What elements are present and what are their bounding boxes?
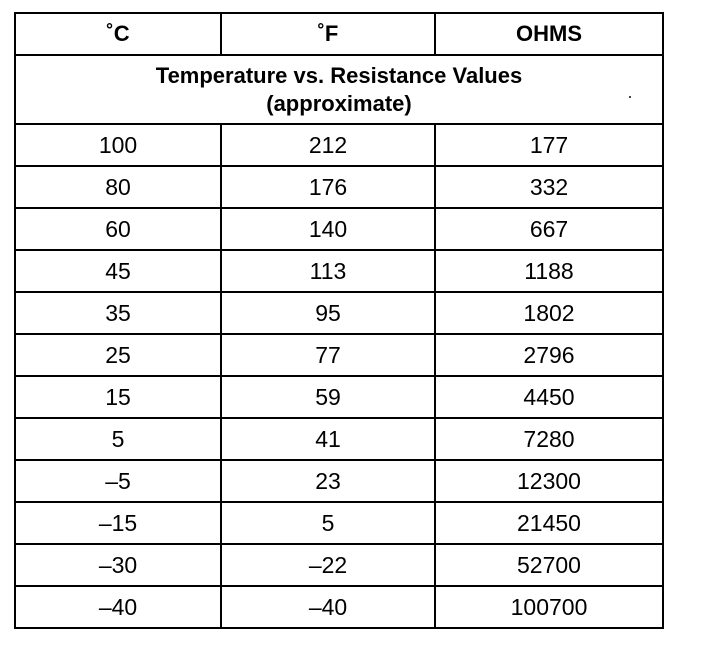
cell-celsius: 80 — [15, 166, 221, 208]
table-row — [15, 124, 663, 166]
header-fahrenheit: ˚F — [221, 13, 435, 55]
table-row — [15, 250, 663, 292]
header-ohms: OHMS — [435, 13, 663, 55]
cell-fahrenheit: 176 — [221, 166, 435, 208]
table-title — [15, 55, 663, 124]
cell-celsius: –30 — [15, 544, 221, 586]
cell-ohms: 1802 — [435, 292, 663, 334]
table-row — [15, 208, 663, 250]
cell-fahrenheit: 41 — [221, 418, 435, 460]
cell-fahrenheit: –40 — [221, 586, 435, 628]
cell-celsius: 15 — [15, 376, 221, 418]
table-row — [15, 292, 663, 334]
cell-ohms: 4450 — [435, 376, 663, 418]
cell-ohms: 177 — [435, 124, 663, 166]
cell-ohms: 1188 — [435, 250, 663, 292]
cell-celsius: 5 — [15, 418, 221, 460]
cell-ohms: 2796 — [435, 334, 663, 376]
cell-celsius: 60 — [15, 208, 221, 250]
cell-ohms: 52700 — [435, 544, 663, 586]
cell-fahrenheit: 23 — [221, 460, 435, 502]
cell-fahrenheit: –22 — [221, 544, 435, 586]
cell-celsius: –40 — [15, 586, 221, 628]
cell-fahrenheit: 59 — [221, 376, 435, 418]
cell-fahrenheit: 140 — [221, 208, 435, 250]
table-row — [15, 334, 663, 376]
table-row — [15, 544, 663, 586]
cell-ohms: 7280 — [435, 418, 663, 460]
table-row — [15, 166, 663, 208]
cell-celsius: 35 — [15, 292, 221, 334]
table-title-line2: (approximate) — [266, 90, 412, 116]
scan-speck — [629, 96, 631, 98]
table-title-line1: Temperature vs. Resistance Values — [155, 62, 523, 88]
table-row — [15, 502, 663, 544]
cell-celsius: –5 — [15, 460, 221, 502]
table-row — [15, 460, 663, 502]
table-row — [15, 418, 663, 460]
cell-ohms: 12300 — [435, 460, 663, 502]
header-celsius: ˚C — [15, 13, 221, 55]
temperature-resistance-table — [14, 12, 664, 629]
title-row — [15, 55, 663, 124]
cell-celsius: –15 — [15, 502, 221, 544]
table-row — [15, 586, 663, 628]
cell-fahrenheit: 113 — [221, 250, 435, 292]
table-row — [15, 376, 663, 418]
cell-ohms: 100700 — [435, 586, 663, 628]
cell-fahrenheit: 77 — [221, 334, 435, 376]
temperature-resistance-table-container — [14, 12, 662, 629]
cell-celsius: 25 — [15, 334, 221, 376]
cell-ohms: 332 — [435, 166, 663, 208]
cell-celsius: 100 — [15, 124, 221, 166]
header-row — [15, 13, 663, 55]
cell-ohms: 21450 — [435, 502, 663, 544]
cell-fahrenheit: 5 — [221, 502, 435, 544]
cell-celsius: 45 — [15, 250, 221, 292]
cell-fahrenheit: 95 — [221, 292, 435, 334]
cell-ohms: 667 — [435, 208, 663, 250]
cell-fahrenheit: 212 — [221, 124, 435, 166]
